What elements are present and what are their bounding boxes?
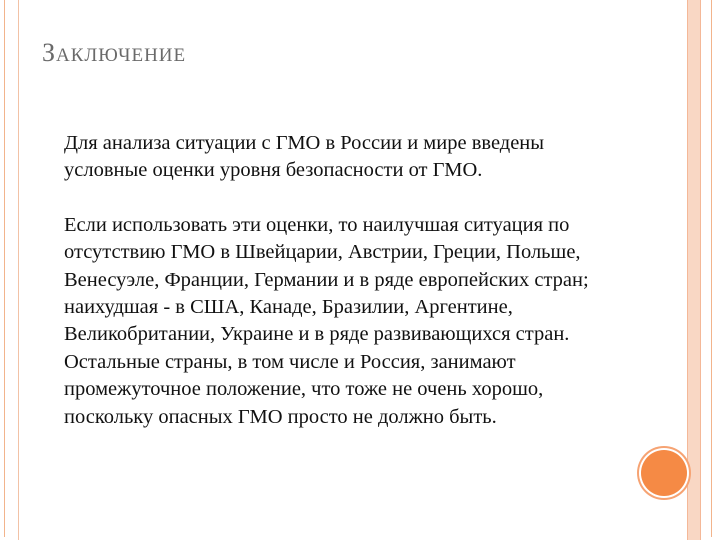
decorative-circle-icon xyxy=(641,450,687,496)
paragraph-ranking: Если использовать эти оценки, то наилучшая ситуация по отсутствию ГМО в Швейцарии, Австрии, Греции, Польше, Венесуэле, Франции, Германии и в ряде европейских стран; наихудшая - в США, Канаде, Бразилии, Аргентине, Великобритании, Украине и в ряде развивающихся стран. Остальные страны, в том числе и Россия, занимают промежуточное положение, что тоже не очень хорошо, поскольку опасных ГМО просто не должно быть. xyxy=(64,213,589,428)
frame-inner-line xyxy=(18,0,19,540)
decorative-band xyxy=(687,0,701,540)
paragraph-intro: Для анализа ситуации с ГМО в России и мире введены условные оценки уровня безопасности от ГМО. xyxy=(64,132,545,182)
slide-body xyxy=(64,130,629,431)
title-first-letter: З xyxy=(42,38,57,67)
title-rest: АКЛЮЧЕНИЕ xyxy=(56,45,187,66)
slide-title xyxy=(42,38,186,68)
